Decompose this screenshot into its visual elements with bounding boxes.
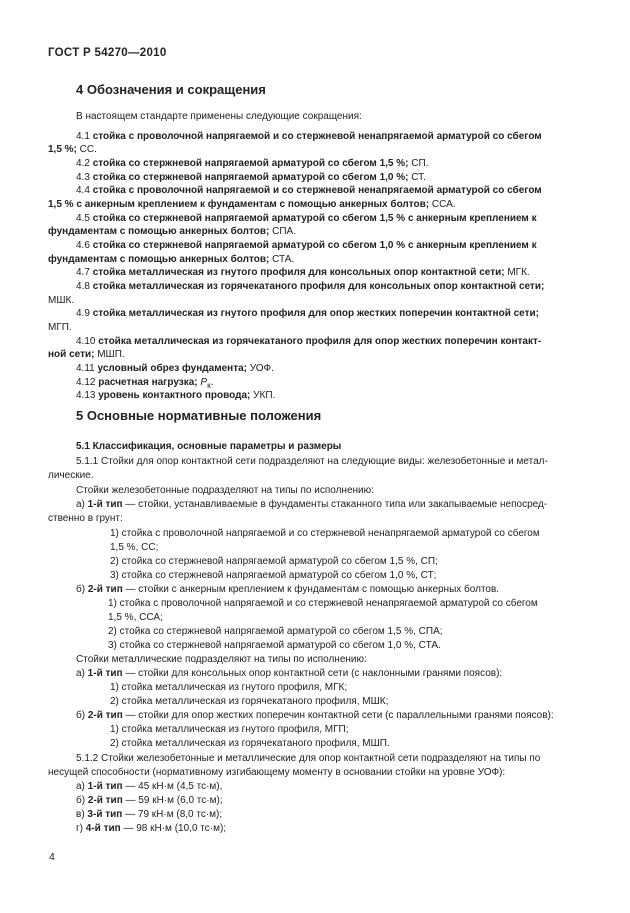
section-4-title: 4 Обозначения и сокращения [76,82,266,97]
text-segment: а) [76,499,88,510]
text-segment: СП. [408,158,429,169]
text-segment: 4.5 [76,213,93,224]
text-line [110,569,436,583]
text-segment: 2) стойка со стержневой напрягаемой арматурой со сбегом 1,5 %, СПА; [108,626,443,637]
bold-term: 4-й тип [85,823,121,834]
text-line [76,484,374,498]
text-line [76,752,540,766]
text-segment: 2) стойка металлическая из горячекатаного профиля, МШК; [110,696,389,707]
text-line [48,321,72,335]
bold-term: 1,5 %; [48,144,77,155]
bold-term: фундаментам с помощью анкерных болтов; [48,254,270,265]
text-segment: г) [76,823,86,834]
text-segment: 1,5 %, ССА; [108,612,163,623]
text-segment: P [200,377,208,388]
bold-term: стойка металлическая из горячекатаного профиля для консольных опор контактной сети; [92,281,545,292]
text-segment: — стойки для опор жестких поперечин контактной сети (с параллельными гранями поясов): [122,710,554,721]
text-segment: — 79 кН·м (8,0 тс·м); [122,809,223,820]
text-segment: 4.3 [76,172,93,183]
text-segment: 2) стойка со стержневой напрягаемой арматурой со сбегом 1,5 %, СП; [110,556,438,567]
bold-term: 1,5 % с анкерным креплением к фундаментам с помощью анкерных болтов; [48,199,430,210]
text-segment: МГК. [504,267,530,278]
bold-term: стойка металлическая из гнутого профиля для опор жестких поперечин контактной сети; [92,308,539,319]
bold-term: стойка с проволочной напрягаемой и со стержневой ненапрягаемой арматурой со сбегом [92,131,542,142]
text-segment: 4.10 [76,336,99,347]
text-segment: СТА. [269,254,295,265]
text-segment: СС. [76,144,97,155]
text-line [48,469,94,483]
bold-term: стойка со стержневой напрягаемой арматурой со сбегом 1,0 % с анкерным креплением к [92,240,537,251]
text-segment: 4.8 [76,281,93,292]
text-line [76,280,544,294]
bold-term: 2-й тип [87,795,123,806]
text-segment: 1) стойка с проволочной напрягаемой и со стержневой ненапрягаемой арматурой со сбегом [110,528,540,539]
bold-term: ной сети; [48,349,95,360]
text-line [110,737,390,751]
bold-term: 2-й тип [87,710,123,721]
text-line [48,198,456,212]
bold-term: стойка с проволочной напрягаемой и со стержневой ненапрягаемой арматурой со сбегом [92,185,542,196]
text-segment: 4.1 [76,131,93,142]
text-segment: несущей способности (нормативному изгибающему моменту в основании стойки на уровне УОФ): [48,767,506,778]
text-segment: лические. [48,470,94,481]
text-segment: 4.6 [76,240,93,251]
text-segment: УОФ. [246,363,274,374]
text-segment: а) [76,781,88,792]
text-segment: СТ. [408,172,426,183]
text-segment: СПА. [269,226,296,237]
text-line [76,822,226,836]
text-segment: 3) стойка со стержневой напрягаемой арматурой со сбегом 1,0 %, СТ; [110,570,437,581]
text-segment: Стойки железобетонные подразделяют на типы по исполнению: [76,485,374,496]
text-line [76,171,426,185]
page-number: 4 [49,851,55,863]
text-line [76,667,502,681]
text-line [110,555,438,569]
text-segment: — стойки для консольных опор контактной сети (с наклонными гранями поясов): [122,668,503,679]
text-line [48,512,123,526]
text-line [76,709,554,723]
text-segment: б) [76,710,88,721]
text-segment: 4.7 [76,267,93,278]
text-segment: б) [76,584,88,595]
text-line [48,348,125,362]
text-segment: 1,5 %, СС; [110,542,159,553]
text-line [110,681,347,695]
text-segment: Стойки металлические подразделяют на типы по исполнению: [76,654,367,665]
text-segment: в) [76,809,88,820]
section-4-intro: В настоящем стандарте применены следующие сокращения: [76,111,362,122]
text-line [48,225,296,239]
text-line [76,362,274,376]
bold-term: стойка металлическая из гнутого профиля для консольных опор контактной сети; [92,267,505,278]
text-segment: МШК. [48,295,75,306]
text-line [76,212,537,226]
text-segment: МГП. [48,322,72,333]
text-segment: 2) стойка металлическая из горячекатаного профиля, МШП. [110,738,390,749]
text-line [76,498,547,512]
text-line [76,130,542,144]
text-segment: 4.11 [76,363,98,374]
text-segment: 5.1.2 Стойки железобетонные и металлические для опор контактной сети подразделяют на типы по [76,753,541,764]
text-line [110,723,349,737]
text-segment: 4.4 [76,185,93,196]
document-header: ГОСТ Р 54270—2010 [48,47,167,59]
text-line [76,389,275,403]
text-segment: к [207,380,211,390]
text-line [76,794,223,808]
text-line [76,440,341,454]
text-segment: 4.9 [76,308,93,319]
text-segment: а) [76,668,88,679]
bold-term: 1-й тип [87,668,123,679]
text-segment: 4.2 [76,158,93,169]
text-line [48,143,97,157]
bold-term: уровень контактного провода; [98,390,251,401]
text-segment: УКП. [250,390,276,401]
text-segment: 4.12 [76,377,99,388]
text-line [76,307,539,321]
bold-term: 3-й тип [87,809,123,820]
text-line [76,583,499,597]
text-segment: ственно в грунт: [48,513,123,524]
text-segment: — стойки с анкерным креплением к фундаментам с помощью анкерных болтов. [122,584,500,595]
text-line [108,611,163,625]
text-line [108,639,441,653]
text-segment: — 59 кН·м (6,0 тс·м); [122,795,223,806]
text-line [76,239,537,253]
bold-term: стойка со стержневой напрягаемой арматурой со сбегом 1,5 % с анкерным креплением к [92,213,537,224]
text-line [76,808,222,822]
text-line [76,455,548,469]
text-segment: 1) стойка металлическая из гнутого профиля, МГК; [110,682,348,693]
bold-term: фундаментам с помощью анкерных болтов; [48,226,270,237]
text-line [48,294,74,308]
text-line [76,266,530,280]
text-line [76,184,542,198]
text-segment: МШП. [94,349,125,360]
text-segment: 4.13 [76,390,99,401]
text-segment: 1) стойка с проволочной напрягаемой и со стержневой ненапрягаемой арматурой со сбегом [108,598,538,609]
text-segment: ССА. [429,199,456,210]
text-segment: . [210,377,214,388]
text-line [108,597,538,611]
bold-term: расчетная нагрузка; [98,377,198,388]
bold-term: 1-й тип [87,781,123,792]
text-segment: — стойки, устанавливаемые в фундаменты стаканного типа или закапываемые непосред- [122,499,548,510]
bold-term: 5.1 Классификация, основные параметры и размеры [76,441,342,452]
text-line [108,625,443,639]
text-segment: б) [76,795,88,806]
text-line [76,780,222,794]
text-segment: — 45 кН·м (4,5 тс·м), [122,781,223,792]
bold-term: 1-й тип [87,499,123,510]
text-line [110,695,388,709]
text-line [110,541,158,555]
text-line [76,157,428,171]
text-line [76,653,367,667]
bold-term: стойка со стержневой напрягаемой арматурой со сбегом 1,5 %; [92,158,409,169]
section-5-title: 5 Основные нормативные положения [76,408,322,423]
text-segment: 1) стойка металлическая из гнутого профиля, МГП; [110,724,349,735]
bold-term: стойка металлическая из горячекатаного профиля для опор жестких поперечин контакт- [98,336,542,347]
bold-term: 2-й тип [87,584,123,595]
text-segment: — 98 кН·м (10,0 тс·м); [120,823,227,834]
text-line [48,766,505,780]
bold-term: стойка со стержневой напрягаемой арматурой со сбегом 1,0 %; [92,172,409,183]
text-segment: 3) стойка со стержневой напрягаемой арматурой со сбегом 1,0 %, СТА. [108,640,441,651]
text-line [76,335,541,349]
text-segment: 5.1.1 Стойки для опор контактной сети подразделяют на следующие виды: железобетонные и метал- [76,456,548,467]
bold-term: условный обрез фундамента; [97,363,247,374]
text-line [48,253,294,267]
text-line [110,527,540,541]
